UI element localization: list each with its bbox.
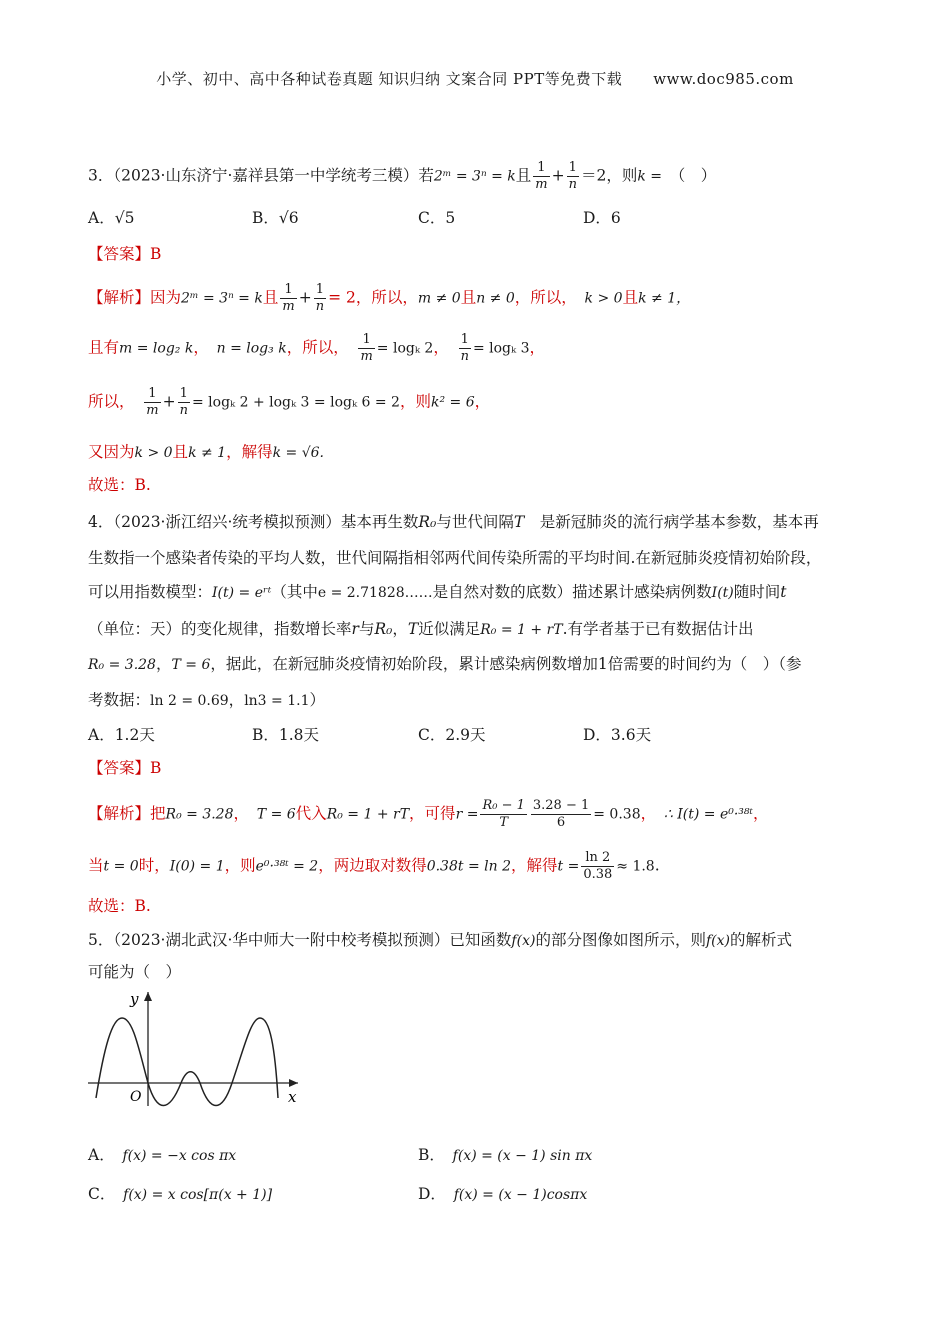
q3-analysis-line4: 又因为k > 0且k ≠ 1，解得k = √6. xyxy=(88,443,325,461)
q4-option-d: D．3.6天 xyxy=(583,726,652,744)
q3-analysis-line2: 且有m = log₂ k， n = log₃ k，所以， $\frac{1}{m}$ = logₖ 2， $\frac{1}{n}$ = logₖ 3， xyxy=(88,332,545,364)
q4-option-c: C．2.9天 xyxy=(418,726,486,744)
q5-option-b: B． f(x) = (x − 1) sin πx xyxy=(418,1146,593,1164)
q5-stem-line1: 5．（2023·湖北武汉·华中师大一附中校考模拟预测）已知函数f(x)的部分图像如图所示，则f(x)的解析式 xyxy=(88,931,792,949)
q3-answer: 【答案】B xyxy=(88,245,162,263)
x-axis-label: x xyxy=(288,1088,297,1106)
x-axis-arrow-icon xyxy=(289,1079,298,1087)
q4-answer: 【答案】B xyxy=(88,759,162,777)
q4-stem-line3: 可以用指数模型：I(t) = eʳᵗ（其中e = 2.71828……是自然对数的底数）描述累计感染病例数I(t)随时间t xyxy=(88,583,787,601)
q5-option-a: A． f(x) = −x cos πx xyxy=(88,1146,237,1164)
q3-option-a: A．√5 xyxy=(88,209,135,227)
q4-stem-line1: 4．（2023·浙江绍兴·统考模拟预测）基本再生数R₀与世代间隔T 是新冠肺炎的流行病学基本参数，基本再 xyxy=(88,513,819,531)
q3-analysis-line1: 【解析】因为2ᵐ = 3ⁿ = k且 $\frac{1}{m}$ + $\frac{1}{n}$ = 2，所以，m ≠ 0且n ≠ 0，所以， k > 0且k ≠ 1， xyxy=(88,282,691,314)
q3-option-d: D．6 xyxy=(583,209,621,227)
q4-option-a: A．1.2天 xyxy=(88,726,155,744)
q4-stem-line4: （单位：天）的变化规律，指数增长率r与R₀，T近似满足R₀ = 1 + rT.有学者基于已有数据估计出 xyxy=(88,620,754,638)
origin-label: O xyxy=(130,1089,142,1105)
page-header: 小学、初中、高中各种试卷真题 知识归纳 文案合同 PPT等免费下载 www.doc985.com xyxy=(156,70,794,88)
q3-analysis-line3: 所以， $\frac{1}{m}$ + $\frac{1}{n}$ = logₖ 2 + logₖ 3 = logₖ 6 = 2，则k² = 6， xyxy=(88,386,491,418)
q3-option-c: C．5 xyxy=(418,209,456,227)
q4-stem-line6: 考数据：ln 2 = 0.69，ln3 = 1.1） xyxy=(88,691,325,709)
y-axis-arrow-icon xyxy=(144,992,152,1001)
y-axis-label: y xyxy=(130,990,139,1008)
q4-analysis-line1: 【解析】把R₀ = 3.28， T = 6代入R₀ = 1 + rT，可得r = $\frac{\text{R₀ − 1}}{T}$ $\frac{3.28 - 1}{6}$ = 0.38， ∴ I(t) = e⁰·³⁸ᵗ， xyxy=(88,798,769,830)
q4-choose: 故选：B. xyxy=(88,897,151,915)
q4-analysis-line2: 当t = 0时，I(0) = 1，则e⁰·³⁸ᵗ = 2，两边取对数得0.38t = ln 2，解得t = $\frac{\ln 2}{0.38}$ ≈ 1.8. xyxy=(88,850,660,882)
q5-stem-line2: 可能为（ ） xyxy=(88,963,182,981)
q3-option-b: B．√6 xyxy=(252,209,299,227)
q4-option-b: B．1.8天 xyxy=(252,726,320,744)
q4-stem-line2: 生数指一个感染者传染的平均人数，世代间隔指相邻两代间传染所需的平均时间.在新冠肺炎疫情初始阶段， xyxy=(88,549,822,567)
q5-option-d: D． f(x) = (x − 1)cosπx xyxy=(418,1185,588,1203)
q4-stem-line5: R₀ = 3.28，T = 6，据此，在新冠肺炎疫情初始阶段，累计感染病例数增加1倍需要的时间约为（ ）（参 xyxy=(88,655,802,673)
q3-choose: 故选：B. xyxy=(88,476,151,494)
q3-stem: 3．（2023·山东济宁·嘉祥县第一中学统考三模）若2ᵐ = 3ⁿ = k且 $\frac{1}{m}$ + $\frac{1}{n}$ ＝2，则k = （ ） xyxy=(88,160,717,192)
function-graph xyxy=(86,988,306,1108)
q5-option-c: C． f(x) = x cos[π(x + 1)] xyxy=(88,1185,273,1203)
function-curve xyxy=(96,1018,278,1106)
